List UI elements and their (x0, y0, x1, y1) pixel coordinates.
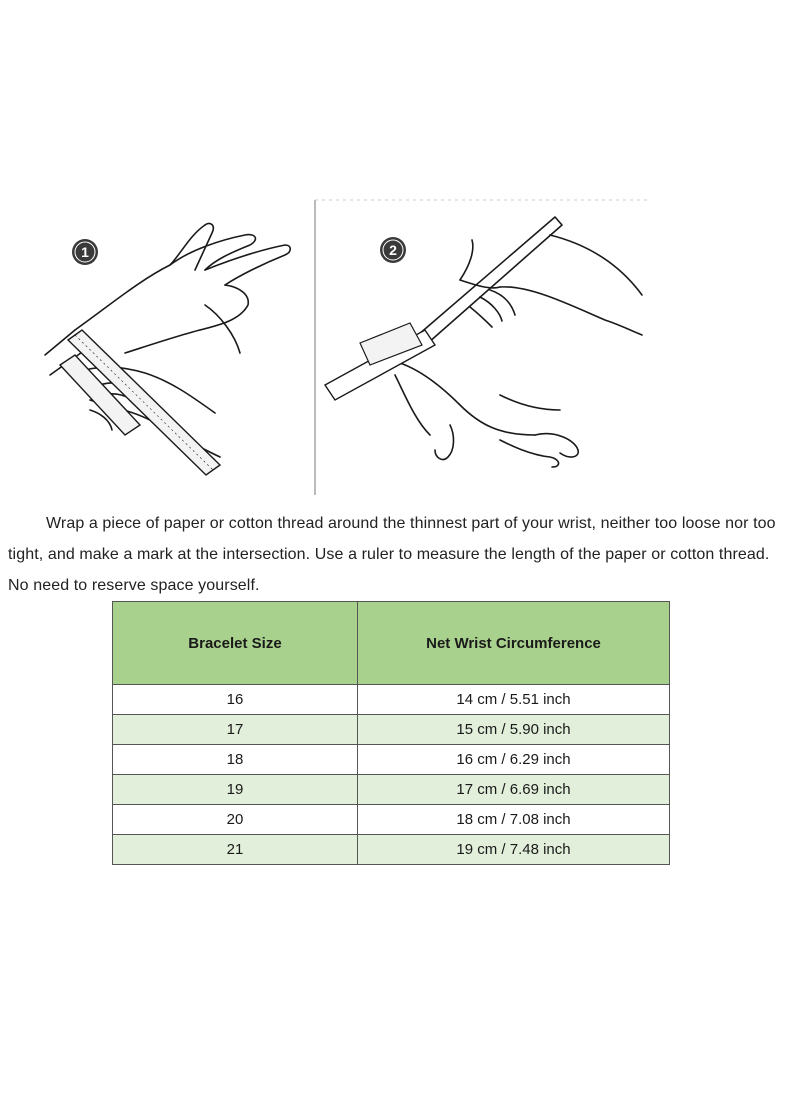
bracelet-size-cell: 20 (113, 805, 358, 835)
step-1-measuring-tape (60, 330, 220, 475)
bracelet-size-cell: 18 (113, 745, 358, 775)
step-1-badge (72, 239, 98, 265)
circumference-cell: 19 cm / 7.48 inch (358, 835, 670, 865)
circumference-cell: 18 cm / 7.08 inch (358, 805, 670, 835)
circumference-cell: 14 cm / 5.51 inch (358, 685, 670, 715)
bracelet-size-table (112, 601, 670, 865)
table-row (113, 685, 670, 715)
instructions-text: Wrap a piece of paper or cotton thread around the thinnest part of your wrist, neither too loose nor too tight, and make a mark at the intersection. Use a ruler to measure the length of the paper or cotton thread. No need to reserve space yourself. (8, 515, 776, 594)
step-2-number: 2 (389, 242, 397, 258)
bracelet-size-cell: 16 (113, 685, 358, 715)
bracelet-size-cell: 17 (113, 715, 358, 745)
step-2-paper-strip (325, 323, 435, 400)
bracelet-size-cell: 19 (113, 775, 358, 805)
table-row (113, 775, 670, 805)
wrist-measuring-illustration (30, 195, 670, 500)
step-2-badge (380, 237, 406, 263)
circumference-cell: 16 cm / 6.29 inch (358, 745, 670, 775)
table-header-row (113, 602, 670, 685)
table-row (113, 715, 670, 745)
table-row (113, 745, 670, 775)
table-row (113, 835, 670, 865)
header-bracelet-size: Bracelet Size (113, 602, 358, 685)
circumference-cell: 15 cm / 5.90 inch (358, 715, 670, 745)
step-1-number: 1 (81, 244, 89, 260)
table-row (113, 805, 670, 835)
header-net-wrist-circumference: Net Wrist Circumference (358, 602, 670, 685)
bracelet-size-cell: 21 (113, 835, 358, 865)
illustration-svg (30, 195, 670, 500)
circumference-cell: 17 cm / 6.69 inch (358, 775, 670, 805)
